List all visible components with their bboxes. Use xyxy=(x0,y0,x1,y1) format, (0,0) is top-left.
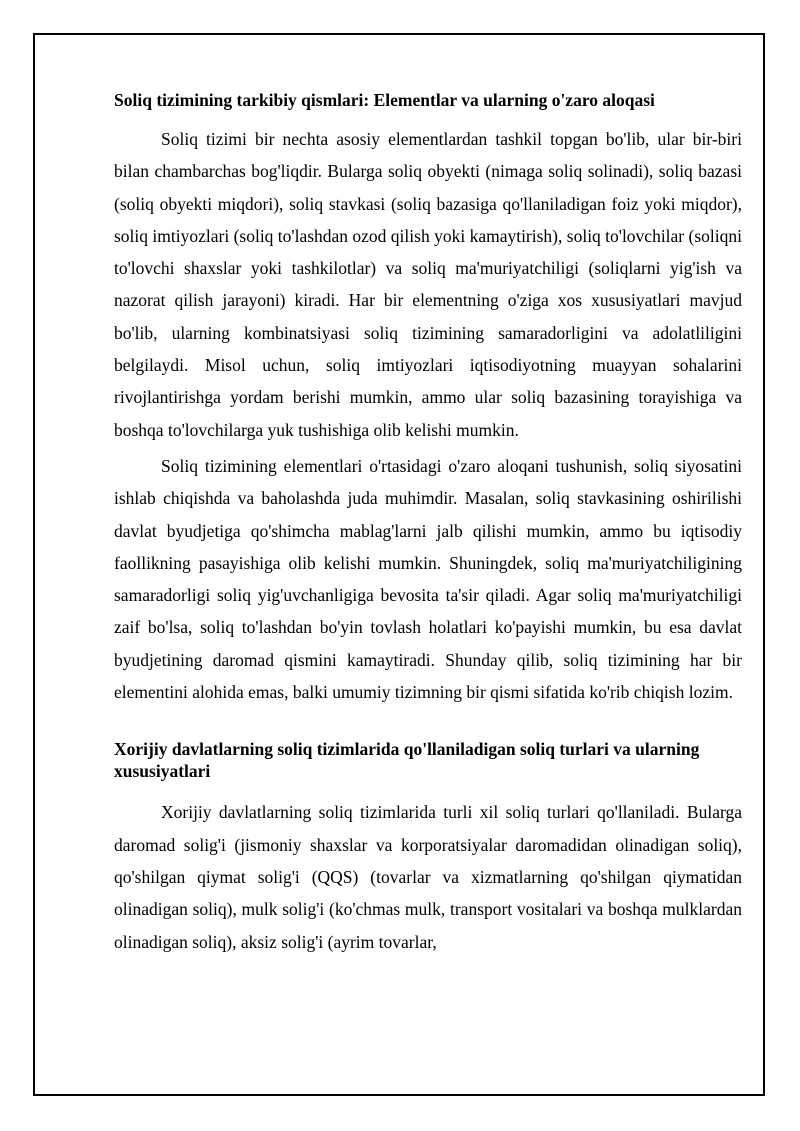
document-body xyxy=(114,85,742,962)
paragraph-foreign-tax-types: Xorijiy davlatlarning soliq tizimlarida turli xil soliq turlari qo'llaniladi. Bularga daromad solig'i (jismoniy shaxslar va korporatsiyalar daromadidan olinadigan soliq), qo'shilgan qiymat solig'i (QQS) (tovarlar va xizmatlarning qo'shilgan qiymatidan olinadigan soliq), mulk solig'i (ko'chmas mulk, transport vositalari va boshqa mulklardan olinadigan soliq), aksiz solig'i (ayrim tovarlar, xyxy=(114,802,742,952)
section-heading-tax-system-components: Soliq tizimining tarkibiy qismlari: Elementlar va ularning o'zaro aloqasi xyxy=(114,90,655,110)
paragraph-element-relations: Soliq tizimining elementlari o'rtasidagi o'zaro aloqani tushunish, soliq siyosatini ishlab chiqishda va baholashda juda muhimdir. Masalan, soliq stavkasining oshirilishi davlat byudjetiga qo'shimcha mablag'larni jalb qilishi mumkin, ammo bu iqtisodiy faollikning pasayishiga olib kelishi mumkin. Shuningdek, soliq ma'muriyatchiligining samaradorligi soliq yig'uvchanligiga bevosita ta'sir qiladi. Agar soliq ma'muriyatchiligi zaif bo'lsa, soliq to'lashdan bo'yin tovlash holatlari ko'payishi mumkin, bu esa davlat byudjetining daromad qismini kamaytiradi. Shunday qilib, soliq tizimining har bir elementini alohida emas, balki umumiy tizimning bir qismi sifatida ko'rib chiqish lozim. xyxy=(114,455,742,703)
paragraph-tax-elements: Soliq tizimi bir nechta asosiy elementlardan tashkil topgan bo'lib, ular bir-biri bilan chambarchas bog'liqdir. Bularga soliq obyekti (nimaga soliq solinadi), soliq bazasi (soliq obyekti miqdori), soliq stavkasi (soliq bazasiga qo'llaniladigan foiz yoki miqdor), soliq imtiyozlari (soliq to'lashdan ozod qilish yoki kamaytirish), soliq to'lovchilar (soliqni to'lovchi shaxslar yoki tashkilotlar) va soliq ma'muriyatchiligi (soliqlarni yig'ish va nazorat qilish jarayoni) kiradi. Har bir elementning o'ziga xos xususiyatlari mavjud bo'lib, ularning kombinatsiyasi soliq tizimining samaradorligini va adolatliligini belgilaydi. Misol uchun, soliq imtiyozlari iqtisodiyotning muayyan sohalarini rivojlantirishga yordam berishi mumkin, ammo ular soliq bazasining torayishiga va boshqa to'lovchilarga yuk tushishiga olib kelishi mumkin. xyxy=(114,129,742,440)
section-heading-foreign-tax-types: Xorijiy davlatlarning soliq tizimlarida qo'llaniladigan soliq turlari va ularning xususiyatlari xyxy=(114,739,700,782)
